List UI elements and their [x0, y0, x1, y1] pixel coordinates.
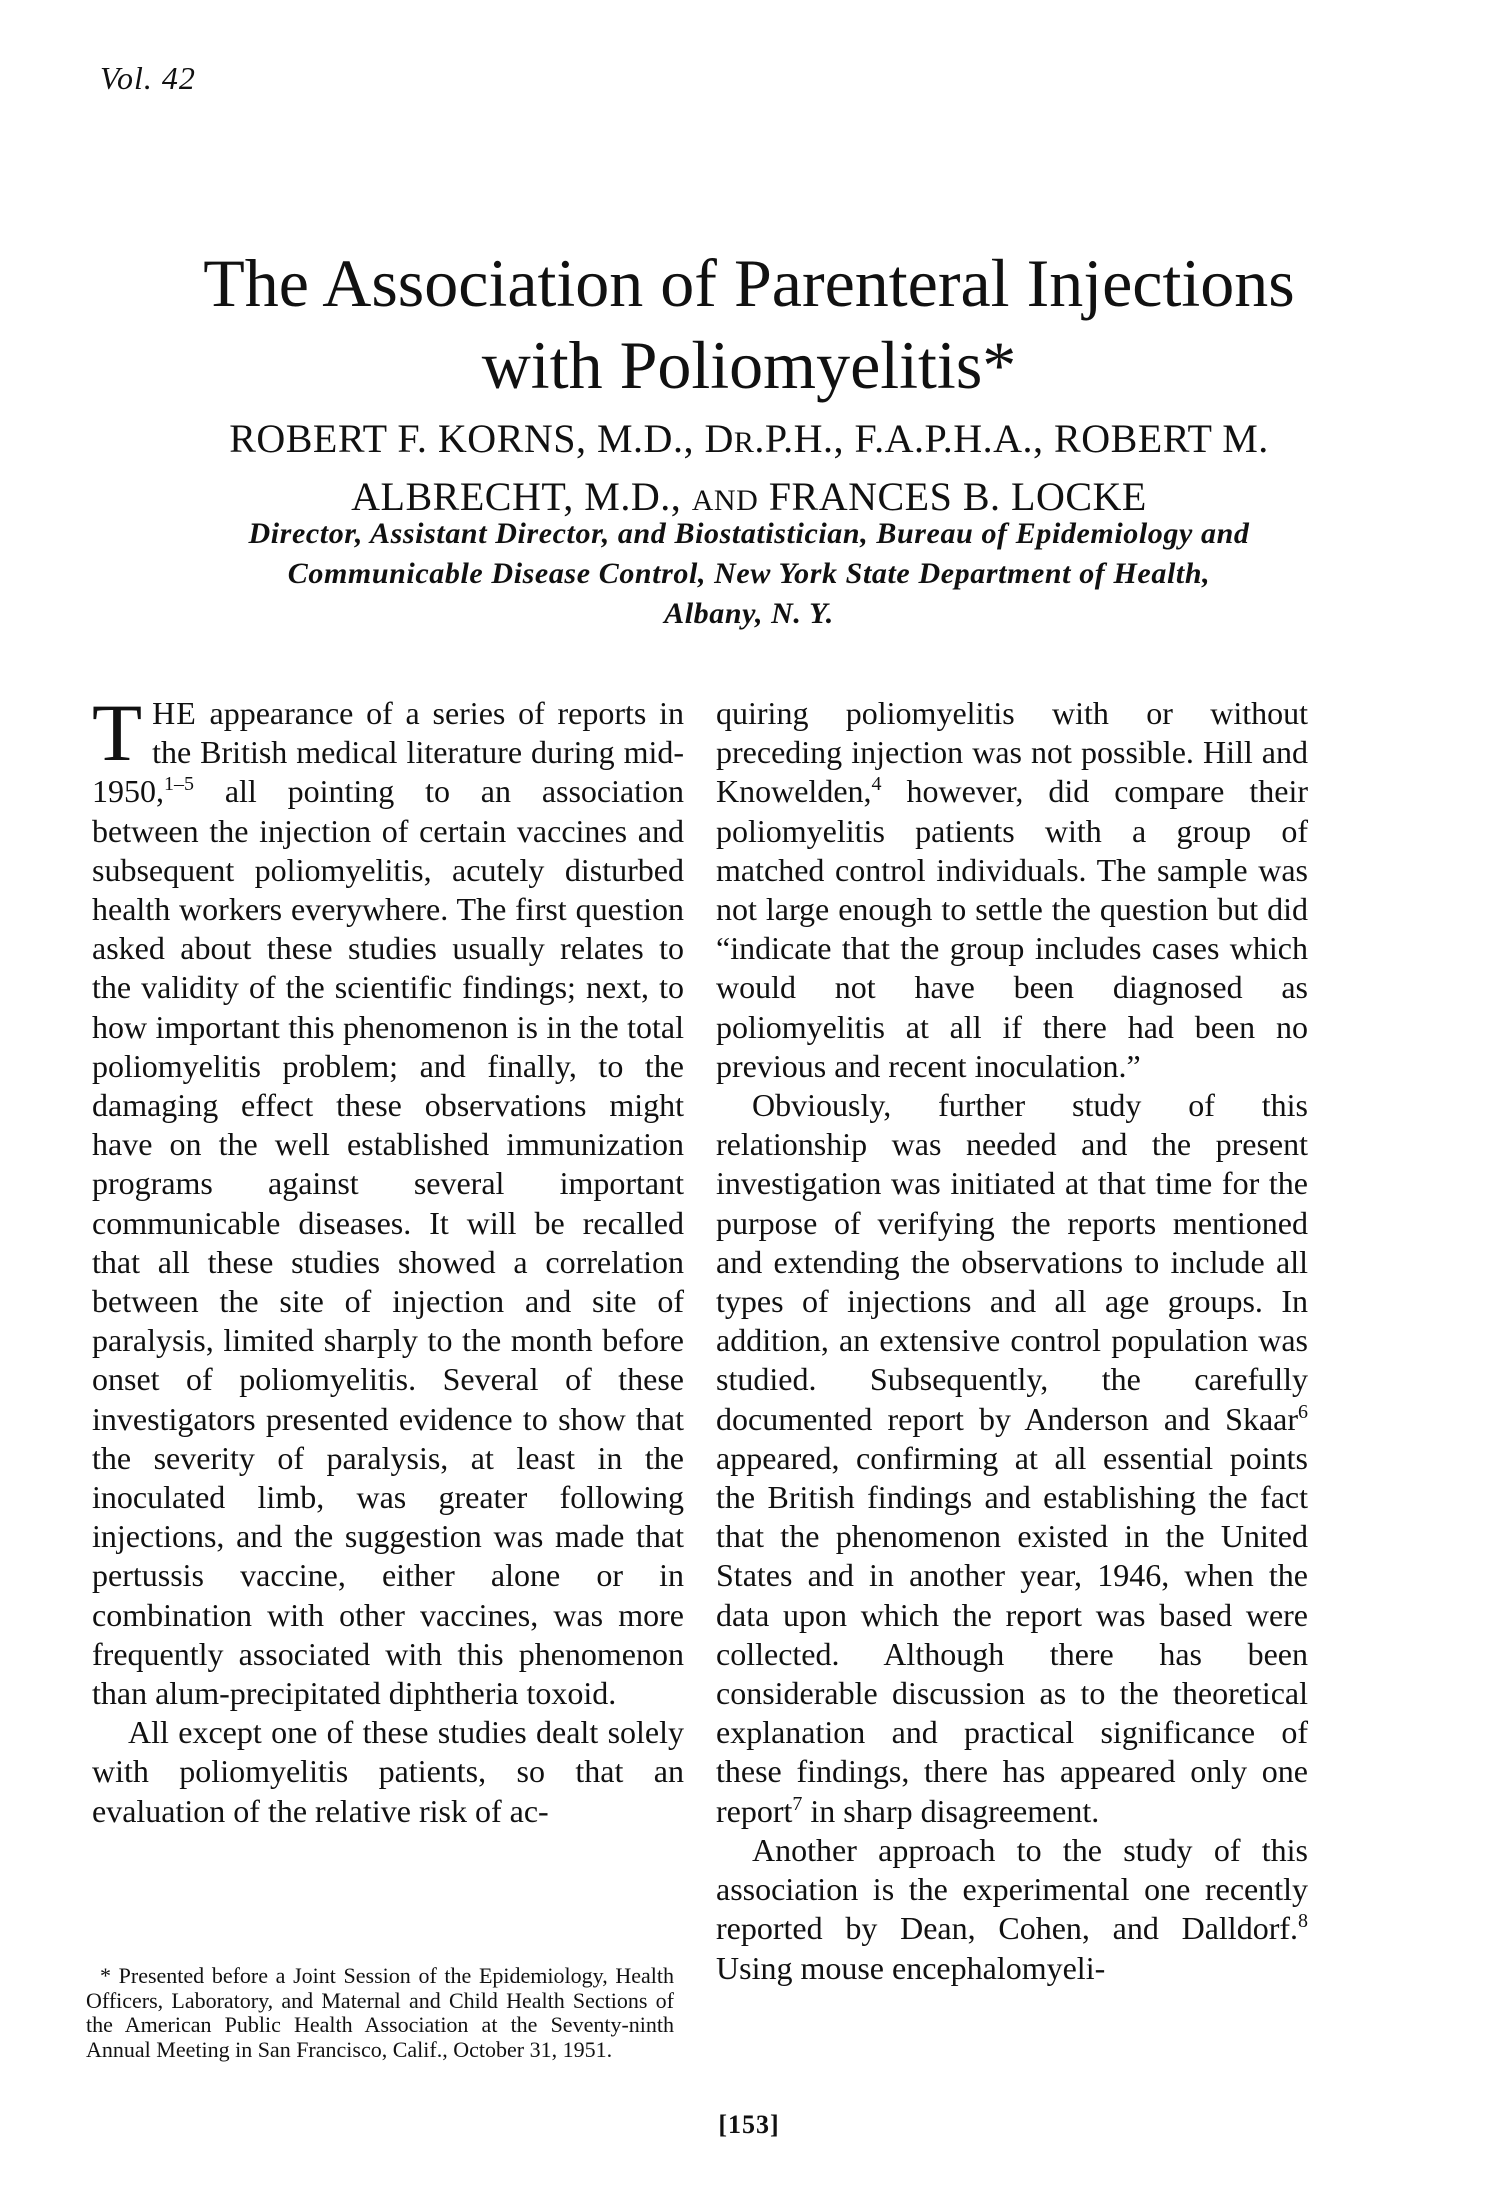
footnote-text: * Presented before a Joint Session of the Epidemiology, Health Officers, Laboratory, and Maternal and Child Health Sections of the American Public Health Association at the Seventy-ninth Annual Meeting in San Francisco, Calif., October 31, 1951.: [86, 1963, 674, 2062]
citation-sup: 7: [792, 1792, 803, 1815]
paragraph-1: [92, 687, 684, 1713]
volume-label: Vol. 42: [100, 60, 196, 96]
paragraph-2-continued: [716, 694, 1308, 1086]
affiliation-line-2: Communicable Disease Control, New York State Department of Health,: [287, 557, 1211, 590]
body-text: quiring poliomyelitis with or without preceding injection was not possible. Hill and Knowelden,: [716, 695, 1308, 810]
drop-cap: T: [92, 687, 143, 778]
right-column: [716, 694, 1308, 1988]
paragraph-3: [716, 1086, 1308, 1831]
footnote: [86, 1964, 674, 2062]
citation-sup: 1–5: [164, 773, 194, 796]
affiliation-line-3: Albany, N. Y.: [664, 597, 834, 630]
citation-sup: 4: [871, 773, 882, 796]
author-text: FRANCES B. LOCKE: [758, 474, 1147, 519]
title-line-1: The Association of Parenteral Injections: [203, 244, 1295, 321]
body-text: however, did compare their poliomyelitis patients with a group of matched control individuals. The sample was not large enough to settle the question but did “indicate that the group includes cases which would not have been diagnosed as poliomyelitis at all if there had been no previous and recent inoculation.”: [716, 773, 1308, 1084]
article-title: [0, 242, 1498, 406]
page-number: [153]: [718, 2110, 780, 2139]
author-smallcap: AND: [691, 484, 759, 517]
title-line-2: with Poliomyelitis*: [481, 326, 1017, 403]
affiliation: [0, 514, 1498, 634]
left-column: [92, 687, 684, 1831]
body-text: in sharp disagreement.: [802, 1792, 1100, 1829]
body-text: appeared, confirming at all essential points the British findings and establishing the fact that the phenomenon existed in the United States and in another year, 1946, when the data upon which the report was based were collected. Although there has been considerable discussion as to the theoretical explanation and practical significance of these findings, there has appeared only one report: [716, 1439, 1308, 1829]
body-text: appearance of a series of reports in the British medical literature during mid-1950,: [92, 695, 684, 810]
body-text: Another approach to the study of this association is the experimental one recently reported by Dean, Cohen, and Dalldorf.: [716, 1831, 1308, 1947]
body-text: Using mouse encephalomyeli-: [716, 1949, 1106, 1986]
author-line-1: [0, 412, 1498, 470]
first-word: HE: [152, 695, 197, 731]
body-text: Obviously, further study of this relationship was needed and the present investigation was initiated at that time for the purpose of verifying the reports mentioned and extending the observations to include all types of injections and all age groups. In addition, an extensive control population was studied. Subsequently, the carefully documented report by Anderson and Skaar: [716, 1087, 1308, 1437]
paragraph-4: [716, 1831, 1308, 1988]
citation-sup: 8: [1298, 1910, 1308, 1933]
author-list: [0, 412, 1498, 528]
citation-sup: 6: [1298, 1400, 1308, 1423]
author-smallcap: R: [733, 426, 755, 459]
author-text: .P.H., F.A.P.H.A., ROBERT M.: [754, 416, 1269, 461]
affiliation-line-1: Director, Assistant Director, and Biostatistician, Bureau of Epidemiology and: [248, 517, 1250, 550]
paragraph-2: All except one of these studies dealt solely with poliomyelitis patients, so that an evaluation of the relative risk of ac-: [92, 1714, 684, 1829]
author-text: ROBERT F. KORNS, M.D., D: [229, 416, 734, 461]
body-text: all pointing to an association between the injection of certain vaccines and subsequent poliomyelitis, acutely disturbed health workers everywhere. The first question asked about these studies usually relates to the validity of the scientific findings; next, to how important this phenomenon is in the total poliomyelitis problem; and finally, to the damaging effect these observations might have on the well established immunization programs against several important communicable diseases. It will be recalled that all these studies showed a correlation between the site of injection and site of paralysis, limited sharply to the month before onset of poliomyelitis. Several of these investigators presented evidence to show that the severity of paralysis, at least in the inoculated limb, was greater following injections, and the suggestion was made that pertussis vaccine, either alone or in combination with other vaccines, was more frequently associated with this phenomenon than alum-precipitated diphtheria toxoid.: [92, 773, 684, 1712]
author-text: ALBRECHT, M.D.,: [351, 474, 692, 519]
